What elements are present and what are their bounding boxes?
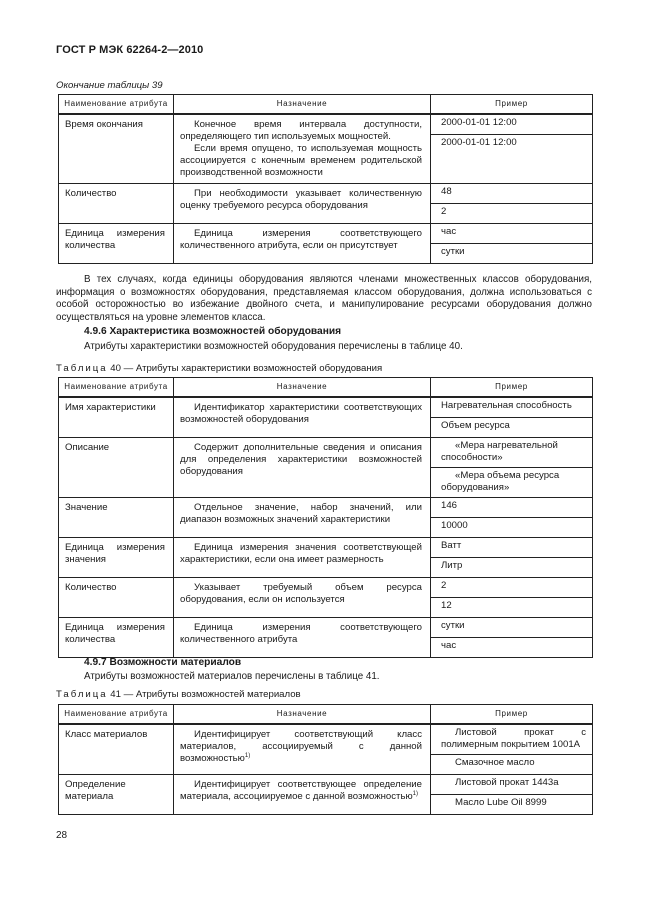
table40-header-example: Пример xyxy=(431,378,593,398)
attribute-examples xyxy=(431,224,593,264)
table39-header-row xyxy=(59,95,593,115)
table-row xyxy=(59,538,593,578)
example-value: Листовой прокат 1443а xyxy=(455,777,559,788)
attribute-name: Единица измерения значения xyxy=(59,538,174,578)
example-value: сутки xyxy=(441,620,465,631)
table-41 xyxy=(58,704,593,815)
table-row xyxy=(59,618,593,658)
table40-header-row xyxy=(59,378,593,398)
example-value: «Мера объема ресурса оборудования» xyxy=(431,467,592,497)
example-value: 2 xyxy=(441,580,447,591)
attribute-purpose: Конечное время интервала доступности, определяющего тип используемых мощностей. Если время опущено, то используемая мощность ассоциируется с конечным временем родительской производственной возможности xyxy=(174,114,431,184)
document-header: ГОСТ Р МЭК 62264-2—2010 xyxy=(56,44,204,56)
footnote-marker: 1) xyxy=(244,752,251,759)
table-40 xyxy=(58,377,593,658)
example-value: Объем ресурса xyxy=(431,417,592,437)
example-value: 10000 xyxy=(431,517,592,537)
example-value: «Мера нагревательной способности» xyxy=(441,440,558,463)
table41-header-example: Пример xyxy=(431,705,593,725)
table-39 xyxy=(58,94,593,264)
example-value: Масло Lube Oil 8999 xyxy=(431,794,592,814)
table-row xyxy=(59,114,593,184)
section-4-9-7-title: 4.9.7 Возможности материалов xyxy=(84,657,242,668)
table40-header-purpose: Назначение xyxy=(174,378,431,398)
table41-header-name: Наименование атрибута xyxy=(59,705,174,725)
attribute-purpose: Указывает требуемый объем ресурса оборудования, если он используется xyxy=(174,578,431,618)
table-row xyxy=(59,775,593,815)
attribute-name: Описание xyxy=(59,438,174,498)
attribute-purpose: Единица измерения соответствующего количественного атрибута xyxy=(174,618,431,658)
table39-header-example: Пример xyxy=(431,95,593,115)
example-value: 48 xyxy=(441,186,452,197)
table41-header-purpose: Назначение xyxy=(174,705,431,725)
table-row xyxy=(59,724,593,775)
table-row xyxy=(59,578,593,618)
example-value: Литр xyxy=(431,557,592,577)
attribute-name: Количество xyxy=(59,184,174,224)
attribute-purpose: Идентифицирует соответствующий класс материалов, ассоциируемый с данной возможностью$^{1)}$ xyxy=(174,724,431,775)
table-row xyxy=(59,224,593,264)
attribute-examples xyxy=(431,397,593,438)
table-row xyxy=(59,498,593,538)
attribute-examples xyxy=(431,498,593,538)
attribute-purpose: Содержит дополнительные сведения и описания для определения характеристики возможностей оборудования xyxy=(174,438,431,498)
attribute-purpose: Единица измерения значения соответствующей характеристики, если она имеет размерность xyxy=(174,538,431,578)
table39-header-purpose: Назначение xyxy=(174,95,431,115)
example-value: час xyxy=(441,226,457,237)
table41-header-row xyxy=(59,705,593,725)
attribute-examples xyxy=(431,578,593,618)
table39-caption: Окончание таблицы 39 xyxy=(56,80,163,91)
attribute-name: Определение материала xyxy=(59,775,174,815)
example-value: 146 xyxy=(441,500,458,511)
attribute-purpose: Отдельное значение, набор значений, или диапазон возможных значений характеристики xyxy=(174,498,431,538)
attribute-name: Единица измерения количества xyxy=(59,618,174,658)
example-value: 2 xyxy=(431,203,592,223)
attribute-examples xyxy=(431,538,593,578)
example-value: Листовой прокат с полимерным покрытием 1001А xyxy=(441,727,586,750)
attribute-examples xyxy=(431,184,593,224)
attribute-name: Класс материалов xyxy=(59,724,174,775)
attribute-purpose: Единица измерения соответствующего количественного атрибута, если он присутствует xyxy=(174,224,431,264)
attribute-purpose: Идентифицирует соответствующее определение материала, ассоциируемое с данной возможностью$^{1)}$ xyxy=(174,775,431,815)
example-value: час xyxy=(431,637,592,657)
table40-caption: Таблица 40 — Атрибуты характеристики возможностей оборудования xyxy=(56,363,383,374)
example-value: Ватт xyxy=(441,540,462,551)
section-4-9-6-title: 4.9.6 Характеристика возможностей оборудования xyxy=(84,326,342,337)
attribute-examples xyxy=(431,724,593,775)
example-value: 2000-01-01 12:00 xyxy=(431,134,592,154)
section-4-9-6-text: Атрибуты характеристики возможностей оборудования перечислены в таблице 40. xyxy=(84,341,463,352)
attribute-examples xyxy=(431,438,593,498)
attribute-examples xyxy=(431,114,593,184)
attribute-name: Время окончания xyxy=(59,114,174,184)
table-row xyxy=(59,184,593,224)
attribute-name: Количество xyxy=(59,578,174,618)
table41-caption: Таблица 41 — Атрибуты возможностей материалов xyxy=(56,689,301,700)
attribute-name: Единица измерения количества xyxy=(59,224,174,264)
table39-header-name: Наименование атрибута xyxy=(59,95,174,115)
attribute-examples xyxy=(431,618,593,658)
body-paragraph: В тех случаях, когда единицы оборудования являются членами множественных классов оборудования, информация о возможностях оборудования, представляемая классом оборудования, должна использоваться с особой осторожностью во избежание двойного счета, и манипулирование ресурсами оборудования должно осуществляться на уровне элементов класса. xyxy=(56,274,592,323)
example-value: 2000-01-01 12:00 xyxy=(441,117,517,128)
attribute-name: Имя характеристики xyxy=(59,397,174,438)
footnote-marker: 1) xyxy=(412,790,418,797)
page-number: 28 xyxy=(56,830,68,841)
example-value: Смазочное масло xyxy=(431,754,592,774)
section-4-9-7-text: Атрибуты возможностей материалов перечислены в таблице 41. xyxy=(84,671,380,682)
attribute-name: Значение xyxy=(59,498,174,538)
attribute-purpose: При необходимости указывает количественную оценку требуемого ресурса оборудования xyxy=(174,184,431,224)
attribute-examples xyxy=(431,775,593,815)
example-value: Нагревательная способность xyxy=(441,400,572,411)
table-row xyxy=(59,438,593,498)
table40-header-name: Наименование атрибута xyxy=(59,378,174,398)
example-value: сутки xyxy=(431,243,592,263)
example-value: 12 xyxy=(431,597,592,617)
attribute-purpose: Идентификатор характеристики соответствующих возможностей оборудования xyxy=(174,397,431,438)
table-row xyxy=(59,397,593,438)
